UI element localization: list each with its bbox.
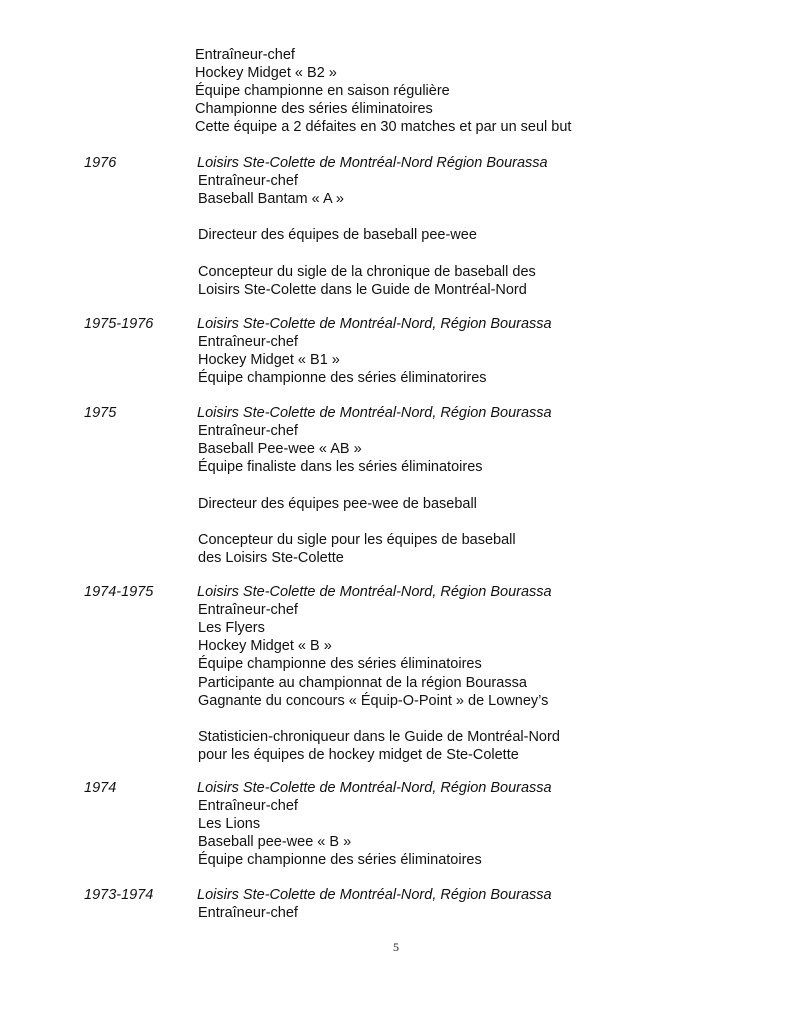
entry-line: Baseball pee-wee « B » (198, 834, 352, 851)
entry-line: Équipe championne des séries éliminatoires (198, 852, 482, 869)
entry-organization: Loisirs Ste-Colette de Montréal-Nord, Région Bourassa (197, 316, 552, 332)
entry-year: 1975 (84, 405, 117, 421)
entry-year: 1975-1976 (84, 316, 154, 332)
entry-line: des Loisirs Ste-Colette (198, 549, 344, 566)
entry-line: Gagnante du concours « Équip-O-Point » de Lowney’s (198, 692, 549, 709)
entry-organization: Loisirs Ste-Colette de Montréal-Nord, Région Bourassa (197, 405, 552, 421)
entry-line: Entraîneur-chef (198, 423, 298, 440)
entry-year: 1974 (84, 780, 117, 796)
entry-line: Participante au championnat de la région Bourassa (198, 674, 527, 691)
entry-organization: Loisirs Ste-Colette de Montréal-Nord Région Bourassa (197, 155, 548, 171)
entry-organization: Loisirs Ste-Colette de Montréal-Nord, Région Bourassa (197, 584, 552, 600)
entry-line: Concepteur du sigle pour les équipes de baseball (198, 531, 516, 548)
entry-line: Baseball Pee-wee « AB » (198, 441, 362, 458)
entry-year: 1976 (84, 155, 117, 171)
entry-line: Cette équipe a 2 défaites en 30 matches et par un seul but (195, 119, 572, 136)
entry-line: Directeur des équipes de baseball pee-wee (198, 227, 477, 244)
entry-line: Loisirs Ste-Colette dans le Guide de Montréal-Nord (198, 281, 527, 298)
page-number: 5 (393, 940, 399, 954)
entry-line: Directeur des équipes pee-wee de baseball (198, 495, 477, 512)
entry-line: Hockey Midget « B1 » (198, 352, 340, 369)
entry-line: pour les équipes de hockey midget de Ste-Colette (198, 746, 519, 763)
entry-line: Concepteur du sigle de la chronique de baseball des (198, 263, 536, 280)
entry-line: Entraîneur-chef (198, 798, 298, 815)
entry-line: Les Lions (198, 816, 261, 833)
entry-line: Équipe championne des séries éliminatorires (198, 370, 487, 387)
entry-line: Les Flyers (198, 620, 265, 637)
entry-line: Statisticien-chroniqueur dans le Guide de Montréal-Nord (198, 728, 560, 745)
entry-year: 1974-1975 (84, 584, 154, 600)
entry-line: Entraîneur-chef (198, 334, 298, 351)
entry-line: Entraîneur-chef (198, 173, 298, 190)
entry-line: Entraîneur-chef (198, 905, 298, 922)
entry-organization: Loisirs Ste-Colette de Montréal-Nord, Région Bourassa (197, 780, 552, 796)
entry-line: Championne des séries éliminatoires (195, 101, 433, 118)
entry-line: Entraîneur-chef (198, 602, 298, 619)
entry-line: Équipe championne des séries éliminatoires (198, 656, 482, 673)
entry-line: Hockey Midget « B2 » (195, 65, 337, 82)
entry-organization: Loisirs Ste-Colette de Montréal-Nord, Région Bourassa (197, 887, 552, 903)
entry-line: Hockey Midget « B » (198, 638, 332, 655)
entry-line: Équipe finaliste dans les séries éliminatoires (198, 459, 483, 476)
entry-year: 1973-1974 (84, 887, 154, 903)
entry-line: Entraîneur-chef (195, 47, 295, 63)
entry-line: Équipe championne en saison régulière (195, 83, 450, 100)
entry-line: Baseball Bantam « A » (198, 191, 344, 208)
